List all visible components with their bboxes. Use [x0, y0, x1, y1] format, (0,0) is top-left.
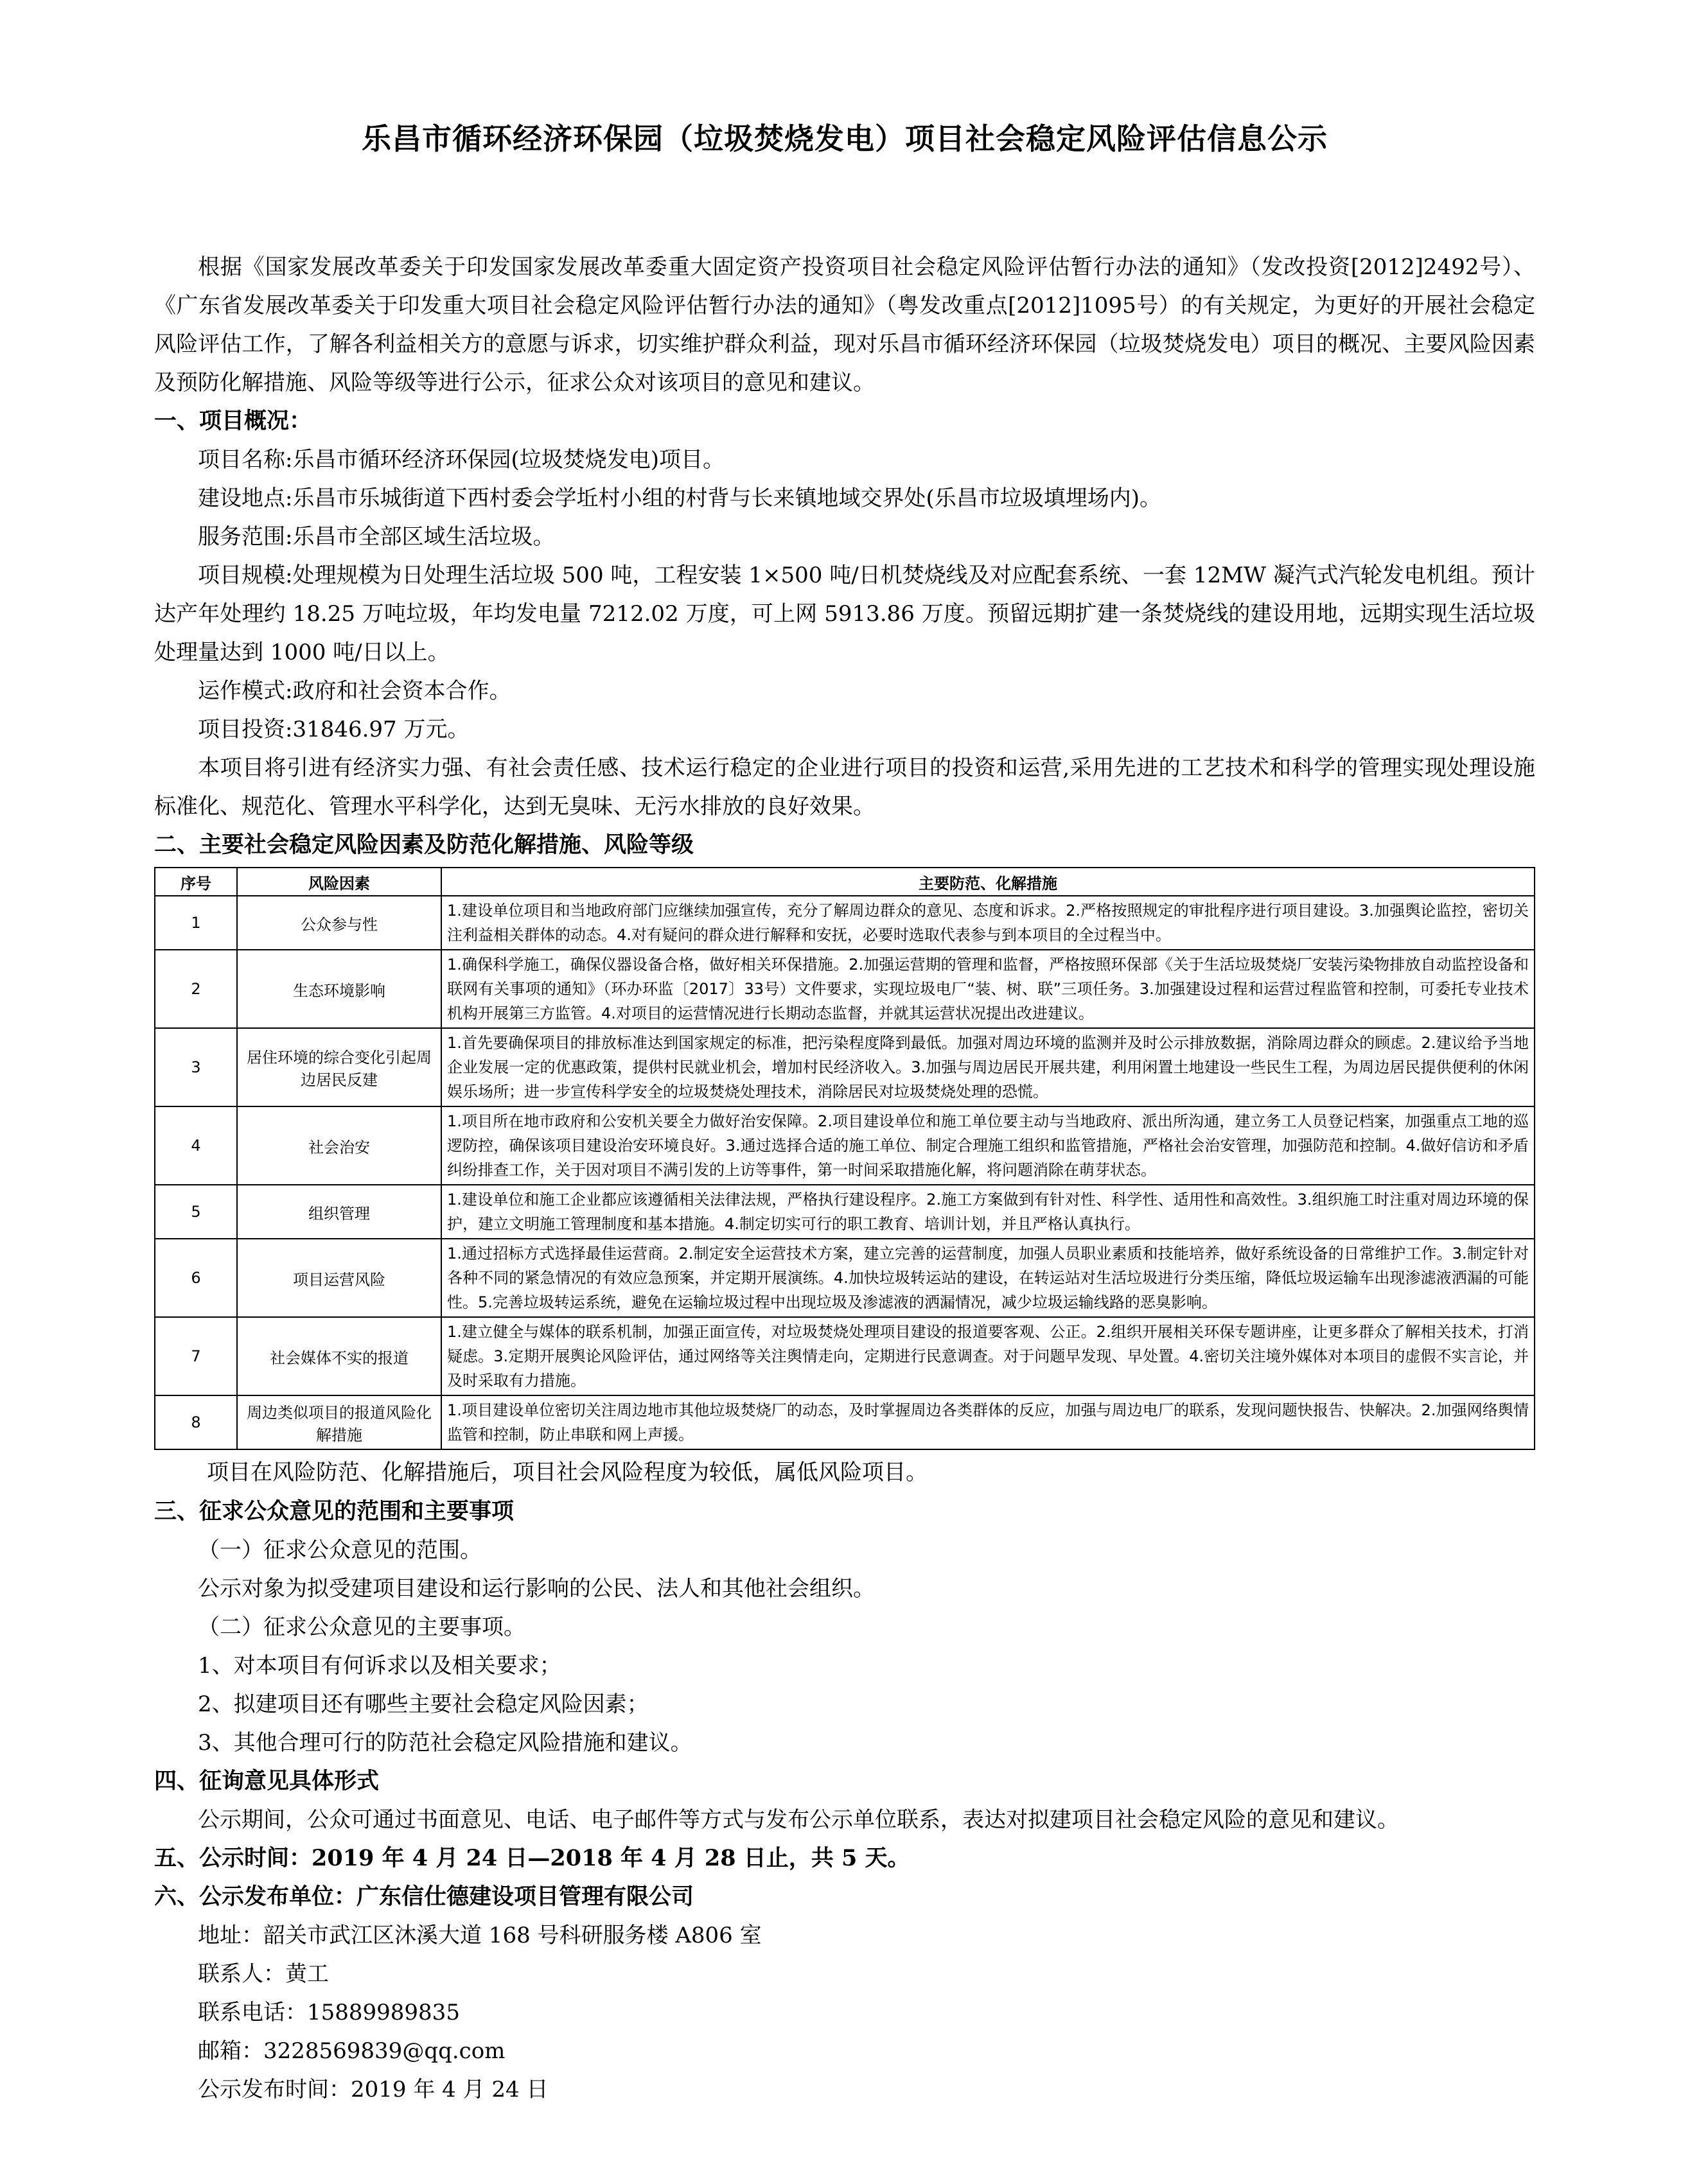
intro-paragraph: 根据《国家发展改革委关于印发国家发展改革委重大固定资产投资项目社会稳定风险评估暂行办法的通知》（发改投资[2012]2492号）、《广东省发展改革委关于印发重大项目社会稳定风险评估暂行办法的通知》（粤发改重点[2012]1095号）的有关规定，为更好的开展社会稳定风险评估工作，了解各利益相关方的意愿与诉求，切实维护群众利益，现对乐昌市循环经济环保园（垃圾焚烧发电）项目的概况、主要风险因素及预防化解措施、风险等级等进行公示，征求公众对该项目的意见和建议。	[154, 254, 1535, 396]
table-row	[155, 1317, 1535, 1395]
row-measures: 1.通过招标方式选择最佳运营商。2.制定安全运营技术方案，建立完善的运营制度，加强人员职业素质和技能培养，做好系统设备的日常维护工作。3.制定针对各种不同的紧急情况的有效应急预案，并定期开展演练。4.加快垃圾转运站的建设，在转运站对生活垃圾进行分类压缩，降低垃圾运输车出现渗滤液洒漏的可能性。5.完善垃圾转运系统，避免在运输垃圾过程中出现垃圾及渗滤液的洒漏情况，减少垃圾运输线路的恶臭影响。	[441, 1239, 1535, 1317]
row-measures: 1.首先要确保项目的排放标准达到国家规定的标准，把污染程度降到最低。加强对周边环境的监测并及时公示排放数据，消除周边群众的顾虑。2.建议给予当地企业发展一定的优惠政策，提供村民就业机会，增加村民经济收入。3.加强与周边居民开展共建，利用闲置土地建设一些民生工程，为周边居民提供便利的休闲娱乐场所；进一步宣传科学安全的垃圾焚烧处理技术，消除居民对垃圾焚烧处理的恐慌。	[441, 1028, 1535, 1106]
document-page	[154, 116, 1535, 2109]
table-row	[155, 1106, 1535, 1185]
row-number: 6	[155, 1239, 237, 1317]
project-name: 项目名称:乐昌市循环经济环保园(垃圾焚烧发电)项目。	[198, 447, 725, 473]
service-scope: 服务范围:乐昌市全部区域生活垃圾。	[198, 524, 555, 550]
subsection-matters-heading: （二）征求公众意见的主要事项。	[198, 1614, 525, 1640]
table-row	[155, 1395, 1535, 1449]
project-scale: 项目规模:处理规模为日处理生活垃圾 500 吨，工程安装 1×500 吨/日机焚烧线及对应配套系统、一套 12MW 凝汽式汽轮发电机组。预计达产年处理约 18.25 万吨垃圾，年均发电量 7212.02 万度，可上网 5913.86 万度。预留远期扩建一条焚烧线的建设用地，远期实现生活垃圾处理量达到 1000 吨/日以上。	[154, 563, 1535, 665]
matter-item: 2、拟建项目还有哪些主要社会稳定风险因素；	[198, 1691, 649, 1717]
row-risk-factor: 项目运营风险	[237, 1239, 441, 1317]
row-measures: 1.建立健全与媒体的联系机制，加强正面宣传，对垃圾焚烧处理项目建设的报道要客观、公正。2.组织开展相关环保专题讲座，让更多群众了解相关技术，打消疑虑。3.定期开展舆论风险评估，通过网络等关注舆情走向，定期进行民意调查。对于问题早发现、早处置。4.密切关注境外媒体对本项目的虚假不实言论，并及时采取有力措施。	[441, 1317, 1535, 1395]
row-risk-factor: 组织管理	[237, 1185, 441, 1239]
document-title: 乐昌市循环经济环保园（垃圾焚烧发电）项目社会稳定风险评估信息公示	[362, 121, 1328, 156]
matter-item: 3、其他合理可行的防范社会稳定风险措施和建议。	[198, 1730, 692, 1756]
row-risk-factor: 社会媒体不实的报道	[237, 1317, 441, 1395]
row-number: 5	[155, 1185, 237, 1239]
matter-item: 1、对本项目有何诉求以及相关要求；	[198, 1653, 561, 1679]
scope-text: 公示对象为拟受建项目建设和运行影响的公民、法人和其他社会组织。	[198, 1576, 875, 1602]
row-measures: 1.建设单位项目和当地政府部门应继续加强宣传，充分了解周边群众的意见、态度和诉求。2.严格按照规定的审批程序进行项目建设。3.加强舆论监控，密切关注利益相关群体的动态。4.对有疑问的群众进行解释和安抚，必要时选取代表参与到本项目的全过程当中。	[441, 896, 1535, 950]
header-measures: 主要防范、化解措施	[441, 868, 1535, 896]
row-measures: 1.项目所在地市政府和公安机关要全力做好治安保障。2.项目建设单位和施工单位要主动与当地政府、派出所沟通，建立务工人员登记档案，加强重点工地的巡逻防控，确保该项目建设治安环境良好。3.通过选择合适的施工单位、制定合理施工组织和监管措施，严格社会治安管理，加强防范和控制。4.做好信访和矛盾纠纷排查工作，关于因对项目不满引发的上访等事件，第一时间采取措施化解，将问题消除在萌芽状态。	[441, 1106, 1535, 1185]
row-risk-factor: 公众参与性	[237, 896, 441, 950]
publisher-address: 地址：韶关市武江区沐溪大道 168 号科研服务楼 A806 室	[198, 1923, 762, 1948]
operation-mode: 运作模式:政府和社会资本合作。	[198, 678, 511, 704]
row-number: 4	[155, 1106, 237, 1185]
publish-date: 公示发布时间：2019 年 4 月 24 日	[198, 2077, 549, 2102]
row-risk-factor: 周边类似项目的报道风险化解措施	[237, 1395, 441, 1449]
feedback-form-text: 公示期间，公众可通过书面意见、电话、电子邮件等方式与发布公示单位联系，表达对拟建项目社会稳定风险的意见和建议。	[198, 1807, 1399, 1833]
publisher-contact: 联系人：黄工	[198, 1961, 329, 1987]
row-number: 1	[155, 896, 237, 950]
header-risk-factor: 风险因素	[237, 868, 441, 896]
row-measures: 1.确保科学施工，确保仪器设备合格，做好相关环保措施。2.加强运营期的管理和监督，严格按照环保部《关于生活垃圾焚烧厂安装污染物排放自动监控设备和联网有关事项的通知》（环办环监〔2017〕33号）文件要求，实现垃圾电厂“装、树、联”三项任务。3.加强建设过程和运营过程监管和控制，可委托专业技术机构开展第三方监管。4.对项目的运营情况进行长期动态监督，并就其运营状况提出改进建议。	[441, 950, 1535, 1028]
risk-conclusion: 项目在风险防范、化解措施后，项目社会风险程度为较低，属低风险项目。	[207, 1460, 928, 1485]
row-number: 3	[155, 1028, 237, 1106]
publisher-phone: 联系电话：15889989835	[198, 2000, 460, 2025]
project-investment: 项目投资:31846.97 万元。	[198, 717, 470, 742]
row-number: 8	[155, 1395, 237, 1449]
section-6-heading: 六、公示发布单位：广东信仕德建设项目管理有限公司	[154, 1883, 694, 1910]
row-risk-factor: 居住环境的综合变化引起周边居民反建	[237, 1028, 441, 1106]
project-description: 本项目将引进有经济实力强、有社会责任感、技术运行稳定的企业进行项目的投资和运营,采用先进的工艺技术和科学的管理实现处理设施标准化、规范化、管理水平科学化，达到无臭味、无污水排放的良好效果。	[154, 755, 1535, 819]
section-3-heading: 三、征求公众意见的范围和主要事项	[154, 1498, 515, 1524]
table-row	[155, 1028, 1535, 1106]
row-number: 2	[155, 950, 237, 1028]
risk-table	[154, 867, 1535, 1450]
table-row	[155, 1185, 1535, 1239]
section-2-heading: 二、主要社会稳定风险因素及防范化解措施、风险等级	[154, 832, 694, 858]
table-row	[155, 950, 1535, 1028]
publisher-email: 邮箱：3228569839@qq.com	[198, 2038, 506, 2064]
header-number: 序号	[155, 868, 237, 896]
row-risk-factor: 生态环境影响	[237, 950, 441, 1028]
project-location: 建设地点:乐昌市乐城街道下西村委会学坵村小组的村背与长来镇地域交界处(乐昌市垃圾填埋场内)。	[198, 485, 1161, 511]
row-risk-factor: 社会治安	[237, 1106, 441, 1185]
section-5-heading: 五、公示时间：2019 年 4 月 24 日—2018 年 4 月 28 日止，共 5 天。	[154, 1845, 910, 1871]
subsection-scope-heading: （一）征求公众意见的范围。	[198, 1537, 482, 1563]
section-4-heading: 四、征询意见具体形式	[154, 1768, 380, 1794]
row-measures: 1.建设单位和施工企业都应该遵循相关法律法规，严格执行建设程序。2.施工方案做到有针对性、科学性、适用性和高效性。3.组织施工时注重对周边环境的保护，建立文明施工管理制度和基本措施。4.制定切实可行的职工教育、培训计划，并且严格认真执行。	[441, 1185, 1535, 1239]
table-row	[155, 896, 1535, 950]
table-header-row	[155, 868, 1535, 896]
table-row	[155, 1239, 1535, 1317]
row-measures: 1.项目建设单位密切关注周边地市其他垃圾焚烧厂的动态，及时掌握周边各类群体的反应，加强与周边电厂的联系，发现问题快报告、快解决。2.加强网络舆情监管和控制，防止串联和网上声援。	[441, 1395, 1535, 1449]
row-number: 7	[155, 1317, 237, 1395]
section-1-heading: 一、项目概况：	[154, 408, 312, 434]
